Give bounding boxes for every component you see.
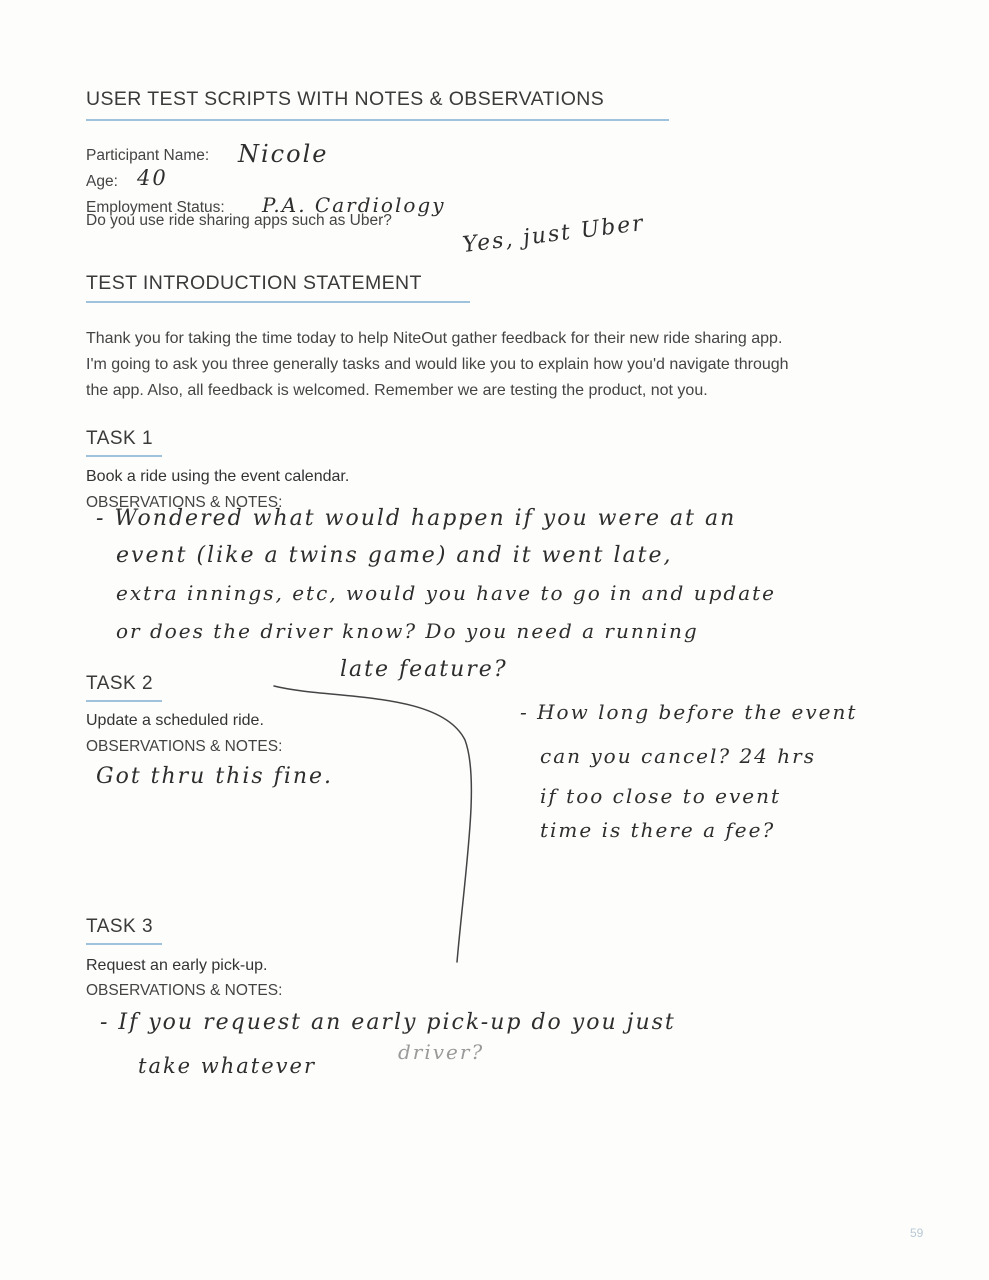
task-1-note-line-2: event (like a twins game) and it went late, [116, 543, 673, 568]
task-2-note-line-1: Got thru this fine. [96, 764, 334, 789]
task-2-side-note-line-4: time is there a fee? [540, 818, 776, 842]
task-1-title: TASK 1 [86, 428, 154, 449]
page-number: 59 [910, 1226, 924, 1240]
task-2-notes-label: OBSERVATIONS & NOTES: [86, 738, 283, 755]
task-1-note-line-3: extra innings, etc, would you have to go in and update [116, 581, 776, 605]
task-1-note-line-5: late feature? [340, 657, 508, 682]
task-1-description: Book a ride using the event calendar. [86, 468, 350, 485]
task-2-side-note-line-3: if too close to event [540, 784, 782, 808]
task-3-note-faint: driver? [398, 1040, 485, 1064]
rideshare-question-label: Do you use ride sharing apps such as Uber? [86, 212, 392, 229]
participant-name-value: Nicole [238, 140, 329, 168]
task-2-underline [86, 700, 162, 702]
age-value: 40 [137, 166, 168, 190]
intro-heading-underline [86, 301, 470, 303]
rideshare-answer-value: Yes, just Uber [461, 210, 647, 259]
intro-paragraph [86, 326, 926, 404]
title-underline [86, 119, 669, 121]
employment-label: Employment Status: [86, 199, 225, 216]
task-2-side-note-line-1: - How long before the event [520, 700, 858, 724]
task-3-note-line-2: take whatever [138, 1054, 317, 1078]
task-1-note-line-1: - Wondered what would happen if you were at an [96, 506, 737, 531]
hand-drawn-bracket-icon [260, 670, 500, 970]
task-2-description: Update a scheduled ride. [86, 712, 264, 729]
document-title: USER TEST SCRIPTS WITH NOTES & OBSERVATIONS [86, 88, 605, 110]
intro-line-3: the app. Also, all feedback is welcomed. Remember we are testing the product, not you. [86, 382, 708, 399]
task-3-underline [86, 943, 162, 945]
task-1-notes-label: OBSERVATIONS & NOTES: [86, 494, 283, 511]
employment-value: P.A. Cardiology [262, 193, 446, 217]
age-label: Age: [86, 173, 118, 190]
participant-name-label: Participant Name: [86, 147, 210, 164]
task-3-notes-label: OBSERVATIONS & NOTES: [86, 982, 283, 999]
task-2-title: TASK 2 [86, 673, 154, 694]
task-3-description: Request an early pick-up. [86, 957, 268, 974]
intro-line-2: I'm going to ask you three generally tasks and would like you to explain how you'd navigate through [86, 356, 789, 373]
intro-line-1: Thank you for taking the time today to help NiteOut gather feedback for their new ride sharing app. [86, 330, 783, 347]
task-3-note-line-1: - If you request an early pick-up do you just [100, 1010, 676, 1035]
task-2-side-note-line-2: can you cancel? 24 hrs [540, 744, 816, 768]
intro-heading: TEST INTRODUCTION STATEMENT [86, 272, 422, 294]
task-3-title: TASK 3 [86, 916, 154, 937]
task-1-underline [86, 455, 162, 457]
task-1-note-line-4: or does the driver know? Do you need a running [116, 619, 699, 643]
